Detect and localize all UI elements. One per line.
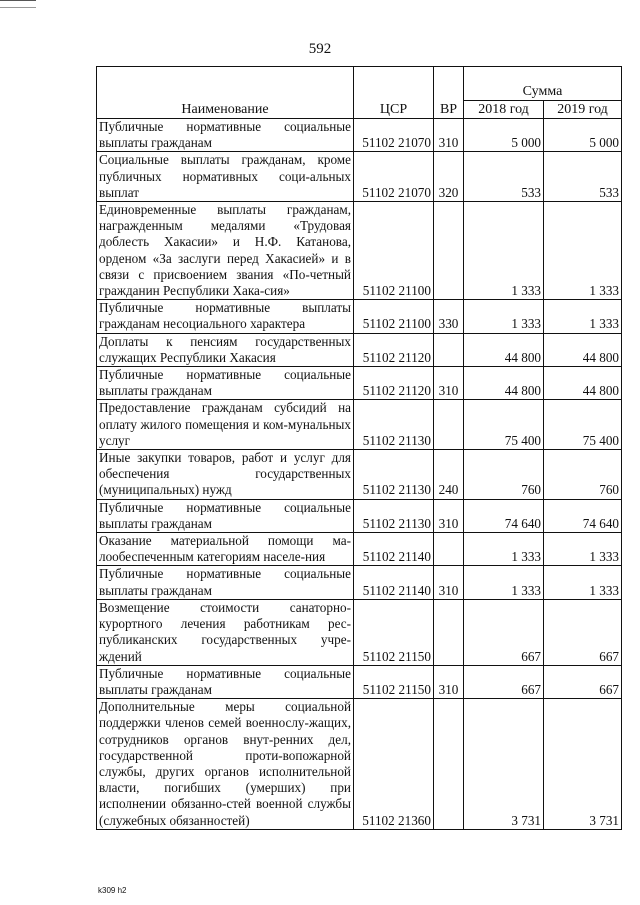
row-name: Возмещение стоимости санаторно-курортного лечения работникам рес-публиканских государственных учре-ждений xyxy=(97,599,354,665)
row-sum-2019: 667 xyxy=(544,599,622,665)
row-csr: 51102 21130 xyxy=(354,499,434,532)
row-sum-2018: 1 333 xyxy=(464,300,544,333)
row-sum-2019: 44 800 xyxy=(544,333,622,366)
row-sum-2019: 1 333 xyxy=(544,300,622,333)
table-row xyxy=(97,202,622,300)
table-row xyxy=(97,300,622,333)
table-row xyxy=(97,450,622,500)
table-row xyxy=(97,119,622,152)
row-name: Предоставление гражданам субсидий на оплату жилого помещения и ком-мунальных услуг xyxy=(97,400,354,450)
table-body xyxy=(97,119,622,830)
row-sum-2018: 1 333 xyxy=(464,566,544,599)
row-sum-2019: 74 640 xyxy=(544,499,622,532)
row-name: Единовременные выплаты гражданам, награжденным медалями «Трудовая доблесть Хакасии» и Н.Ф. Катанова, орденом «За заслуги перед Хакасией» и в связи с присвоением звания «По-четный гражданин Республики Хака-сия» xyxy=(97,202,354,300)
row-name: Публичные нормативные социальные выплаты гражданам xyxy=(97,665,354,698)
row-csr: 51102 21150 xyxy=(354,665,434,698)
row-sum-2018: 74 640 xyxy=(464,499,544,532)
row-name: Публичные нормативные социальные выплаты гражданам xyxy=(97,566,354,599)
table-row xyxy=(97,499,622,532)
row-csr: 51102 21120 xyxy=(354,333,434,366)
scan-corner-mark xyxy=(0,0,36,8)
page-number: 592 xyxy=(308,41,332,57)
header-name: Наименование xyxy=(97,67,354,119)
row-sum-2019: 1 333 xyxy=(544,533,622,566)
row-name: Публичные нормативные социальные выплаты гражданам xyxy=(97,367,354,400)
table-row xyxy=(97,400,622,450)
row-sum-2019: 3 731 xyxy=(544,699,622,830)
row-csr: 51102 21130 xyxy=(354,450,434,500)
row-sum-2018: 533 xyxy=(464,152,544,202)
header-year-2019: 2019 год xyxy=(544,101,622,119)
row-csr: 51102 21140 xyxy=(354,533,434,566)
row-vr: 320 xyxy=(434,152,464,202)
row-csr: 51102 21070 xyxy=(354,152,434,202)
row-sum-2018: 667 xyxy=(464,665,544,698)
row-csr: 51102 21100 xyxy=(354,202,434,300)
row-vr xyxy=(434,599,464,665)
row-vr xyxy=(434,699,464,830)
row-name: Иные закупки товаров, работ и услуг для обеспечения государственных (муниципальных) нужд xyxy=(97,450,354,500)
header-sum: Сумма xyxy=(464,67,622,101)
row-csr: 51102 21360 xyxy=(354,699,434,830)
row-sum-2019: 760 xyxy=(544,450,622,500)
row-sum-2019: 1 333 xyxy=(544,202,622,300)
row-sum-2019: 75 400 xyxy=(544,400,622,450)
row-sum-2018: 44 800 xyxy=(464,333,544,366)
header-csr: ЦСР xyxy=(354,67,434,119)
row-vr: 310 xyxy=(434,665,464,698)
header-year-2018: 2018 год xyxy=(464,101,544,119)
row-sum-2018: 5 000 xyxy=(464,119,544,152)
row-csr: 51102 21150 xyxy=(354,599,434,665)
row-sum-2018: 1 333 xyxy=(464,533,544,566)
row-sum-2019: 5 000 xyxy=(544,119,622,152)
row-sum-2018: 75 400 xyxy=(464,400,544,450)
row-sum-2018: 760 xyxy=(464,450,544,500)
row-sum-2018: 1 333 xyxy=(464,202,544,300)
row-name: Публичные нормативные выплаты гражданам несоциального характера xyxy=(97,300,354,333)
row-vr: 310 xyxy=(434,566,464,599)
row-sum-2018: 667 xyxy=(464,599,544,665)
row-vr: 330 xyxy=(434,300,464,333)
table-row xyxy=(97,367,622,400)
table-row xyxy=(97,699,622,830)
table-row xyxy=(97,665,622,698)
row-vr xyxy=(434,400,464,450)
row-vr xyxy=(434,333,464,366)
row-name: Публичные нормативные социальные выплаты гражданам xyxy=(97,119,354,152)
row-csr: 51102 21140 xyxy=(354,566,434,599)
table-row xyxy=(97,566,622,599)
row-sum-2018: 44 800 xyxy=(464,367,544,400)
row-csr: 51102 21100 xyxy=(354,300,434,333)
row-vr: 310 xyxy=(434,367,464,400)
row-csr: 51102 21120 xyxy=(354,367,434,400)
table-row xyxy=(97,533,622,566)
row-sum-2019: 533 xyxy=(544,152,622,202)
row-csr: 51102 21130 xyxy=(354,400,434,450)
header-vr: ВР xyxy=(434,67,464,119)
budget-table xyxy=(96,66,622,830)
row-name: Социальные выплаты гражданам, кроме публичных нормативных соци-альных выплат xyxy=(97,152,354,202)
row-sum-2019: 44 800 xyxy=(544,367,622,400)
table-row xyxy=(97,333,622,366)
header-row-top xyxy=(97,67,622,101)
row-vr xyxy=(434,202,464,300)
table-row xyxy=(97,599,622,665)
footer-code: k309 h2 xyxy=(98,886,127,895)
row-vr: 310 xyxy=(434,499,464,532)
row-vr xyxy=(434,533,464,566)
row-sum-2018: 3 731 xyxy=(464,699,544,830)
row-sum-2019: 667 xyxy=(544,665,622,698)
row-name: Оказание материальной помощи ма-лообеспеченным категориям населе-ния xyxy=(97,533,354,566)
row-name: Доплаты к пенсиям государственных служащих Республики Хакасия xyxy=(97,333,354,366)
row-name: Публичные нормативные социальные выплаты гражданам xyxy=(97,499,354,532)
row-vr: 240 xyxy=(434,450,464,500)
row-sum-2019: 1 333 xyxy=(544,566,622,599)
row-vr: 310 xyxy=(434,119,464,152)
table-row xyxy=(97,152,622,202)
row-name: Дополнительные меры социальной поддержки членов семей военнослу-жащих, сотрудников органов внут-ренних дел, государственной проти-вопожарной службы, других органов исполнительной власти, погибших (умерших) при исполнении обязанно-стей военной службы (служебных обязанностей) xyxy=(97,699,354,830)
row-csr: 51102 21070 xyxy=(354,119,434,152)
